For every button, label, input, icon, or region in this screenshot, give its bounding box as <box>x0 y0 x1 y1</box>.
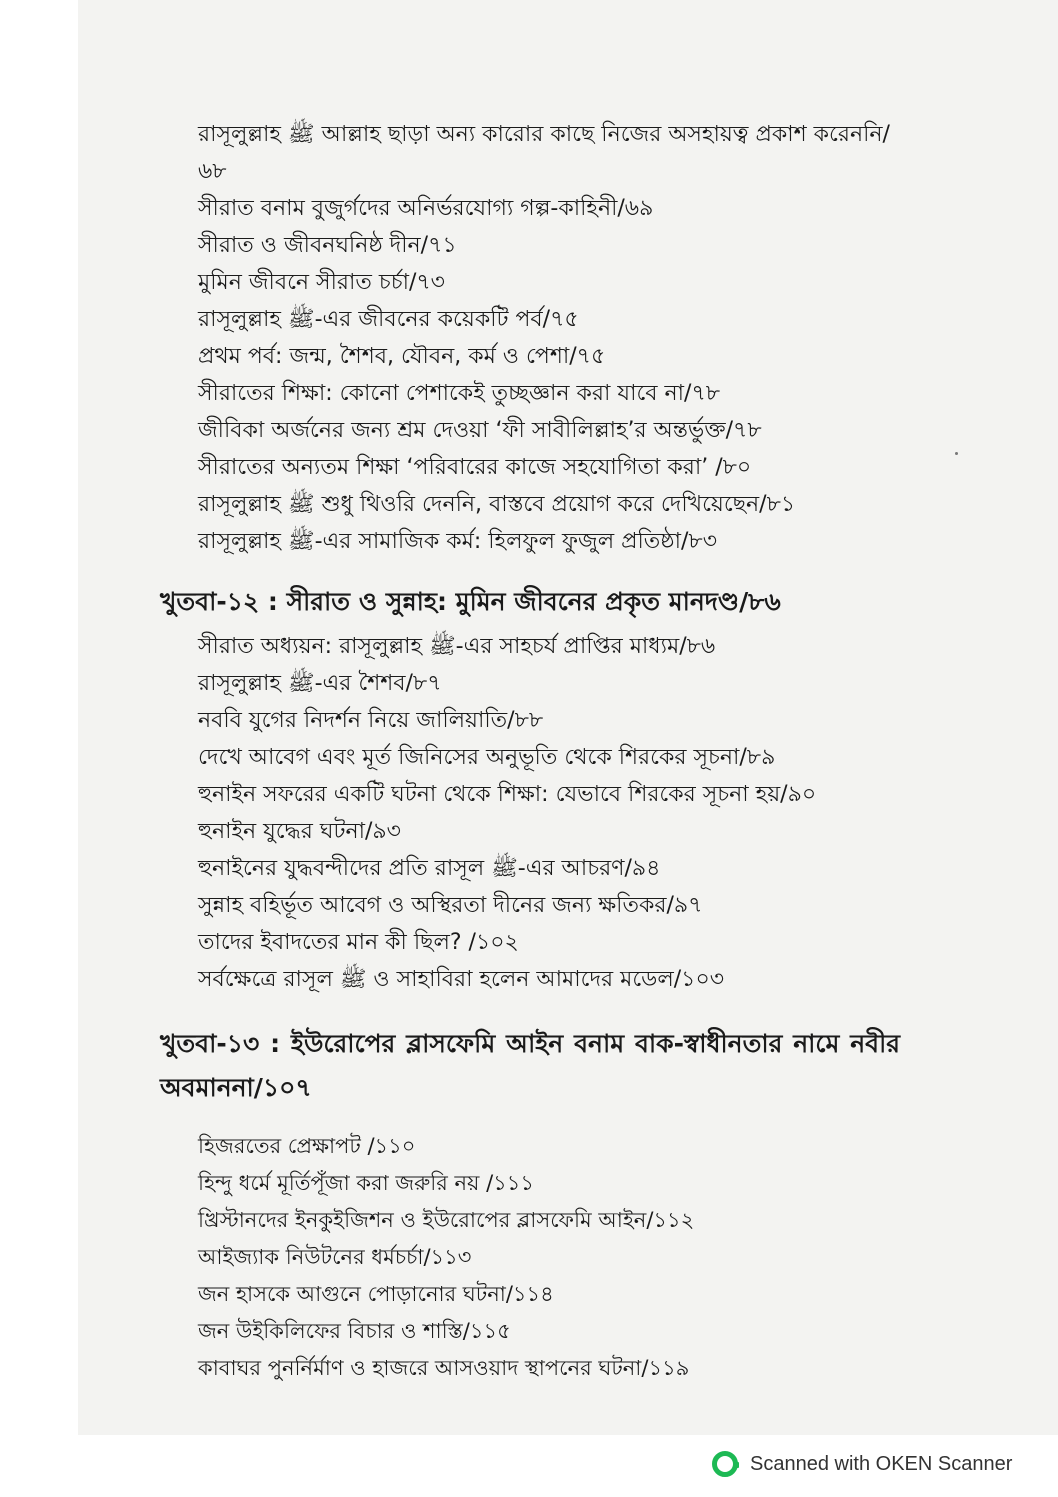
toc-entry: রাসূলুল্লাহ ﷺ আল্লাহ ছাড়া অন্য কারোর কাছে নিজের অসহায়ত্ব প্রকাশ করেননি/৬৮ <box>198 122 890 184</box>
khutba-13-heading: খুতবা-১৩ : ইউরোপের ব্লাসফেমি আইন বনাম বাক-স্বাধীনতার নামে নবীর অবমাননা/১০৭ <box>160 1029 900 1102</box>
toc-entry: হিন্দু ধর্মে মূর্তিপূঁজা করা জরুরি নয় /১১১ <box>198 1171 535 1195</box>
toc-entry: সর্বক্ষেত্রে রাসূল ﷺ ও সাহাবিরা হলেন আমাদের মডেল/১০৩ <box>198 967 725 992</box>
toc-entry: নববি যুগের নিদর্শন নিয়ে জালিয়াতি/৮৮ <box>198 708 544 733</box>
scanner-watermark-text: Scanned with OKEN Scanner <box>750 1452 1013 1475</box>
toc-entry: সুন্নাহ বহির্ভূত আবেগ ও অস্থিরতা দীনের জন্য ক্ষতিকর/৯৭ <box>198 893 703 918</box>
toc-entry: হিজরতের প্রেক্ষাপট /১১০ <box>198 1134 416 1158</box>
toc-entry: আইজ্যাক নিউটনের ধর্মচর্চা/১১৩ <box>198 1245 472 1269</box>
toc-entry: হুনাইন সফরের একটি ঘটনা থেকে শিক্ষা: যেভাবে শিরকের সূচনা হয়/৯০ <box>198 782 817 807</box>
toc-entry: সীরাত ও জীবনঘনিষ্ঠ দীন/৭১ <box>198 233 457 258</box>
toc-entry: দেখে আবেগ এবং মূর্ত জিনিসের অনুভূতি থেকে শিরকের সূচনা/৮৯ <box>198 745 776 770</box>
toc-entry: মুমিন জীবনে সীরাত চর্চা/৭৩ <box>198 270 445 295</box>
toc-entry: প্রথম পর্ব: জন্ম, শৈশব, যৌবন, কর্ম ও পেশা/৭৫ <box>198 344 606 369</box>
toc-section-khutba-13 <box>198 1128 918 1387</box>
toc-entry: সীরাতের অন্যতম শিক্ষা ‘পরিবারের কাজে সহযোগিতা করা’ /৮০ <box>198 455 752 480</box>
toc-entry: খ্রিস্টানদের ইনকুইজিশন ও ইউরোপের ব্লাসফেমি আইন/১১২ <box>198 1208 695 1232</box>
toc-entry: জীবিকা অর্জনের জন্য শ্রম দেওয়া ‘ফী সাবীলিল্লাহ’র অন্তর্ভুক্ত/৭৮ <box>198 418 762 443</box>
toc-entry: রাসূলুল্লাহ ﷺ শুধু থিওরি দেননি, বাস্তবে প্রয়োগ করে দেখিয়েছেন/৮১ <box>198 492 796 517</box>
toc-entry: সীরাত অধ্যয়ন: রাসূলুল্লাহ ﷺ-এর সাহচর্য প্রাপ্তির মাধ্যম/৮৬ <box>198 634 716 659</box>
khutba-12-heading: খুতবা-১২ : সীরাত ও সুন্নাহ: মুমিন জীবনের প্রকৃত মানদণ্ড/৮৬ <box>160 587 781 616</box>
toc-entry: তাদের ইবাদতের মান কী ছিল? /১০২ <box>198 930 519 955</box>
toc-entry: জন হাসকে আগুনে পোড়ানোর ঘটনা/১১৪ <box>198 1282 554 1306</box>
toc-entry: হুনাইন যুদ্ধের ঘটনা/৯৩ <box>198 819 401 844</box>
toc-entry: কাবাঘর পুনর্নির্মাণ ও হাজরে আসওয়াদ স্থাপনের ঘটনা/১১৯ <box>198 1356 690 1380</box>
toc-entry: সীরাত বনাম বুজুর্গদের অনির্ভরযোগ্য গল্প-কাহিনী/৬৯ <box>198 196 654 221</box>
toc-entry: রাসূলুল্লাহ ﷺ-এর শৈশব/৮৭ <box>198 671 442 696</box>
scanner-watermark <box>712 1448 1012 1480</box>
toc-entry: জন উইকিলিফের বিচার ও শাস্তি/১১৫ <box>198 1319 511 1343</box>
toc-entry: রাসূলুল্লাহ ﷺ-এর জীবনের কয়েকটি পর্ব/৭৫ <box>198 307 579 332</box>
oken-scanner-logo-icon <box>712 1451 738 1477</box>
toc-entry: রাসূলুল্লাহ ﷺ-এর সামাজিক কর্ম: হিলফুল ফুজুল প্রতিষ্ঠা/৮৩ <box>198 529 718 554</box>
toc-entry: হুনাইনের যুদ্ধবন্দীদের প্রতি রাসূল ﷺ-এর আচরণ/৯৪ <box>198 856 661 881</box>
toc-section-khutba-11 <box>198 116 918 560</box>
toc-section-khutba-12 <box>198 628 918 998</box>
toc-entry: সীরাতের শিক্ষা: কোনো পেশাকেই তুচ্ছজ্ঞান করা যাবে না/৭৮ <box>198 381 721 406</box>
scan-speck <box>955 452 958 455</box>
